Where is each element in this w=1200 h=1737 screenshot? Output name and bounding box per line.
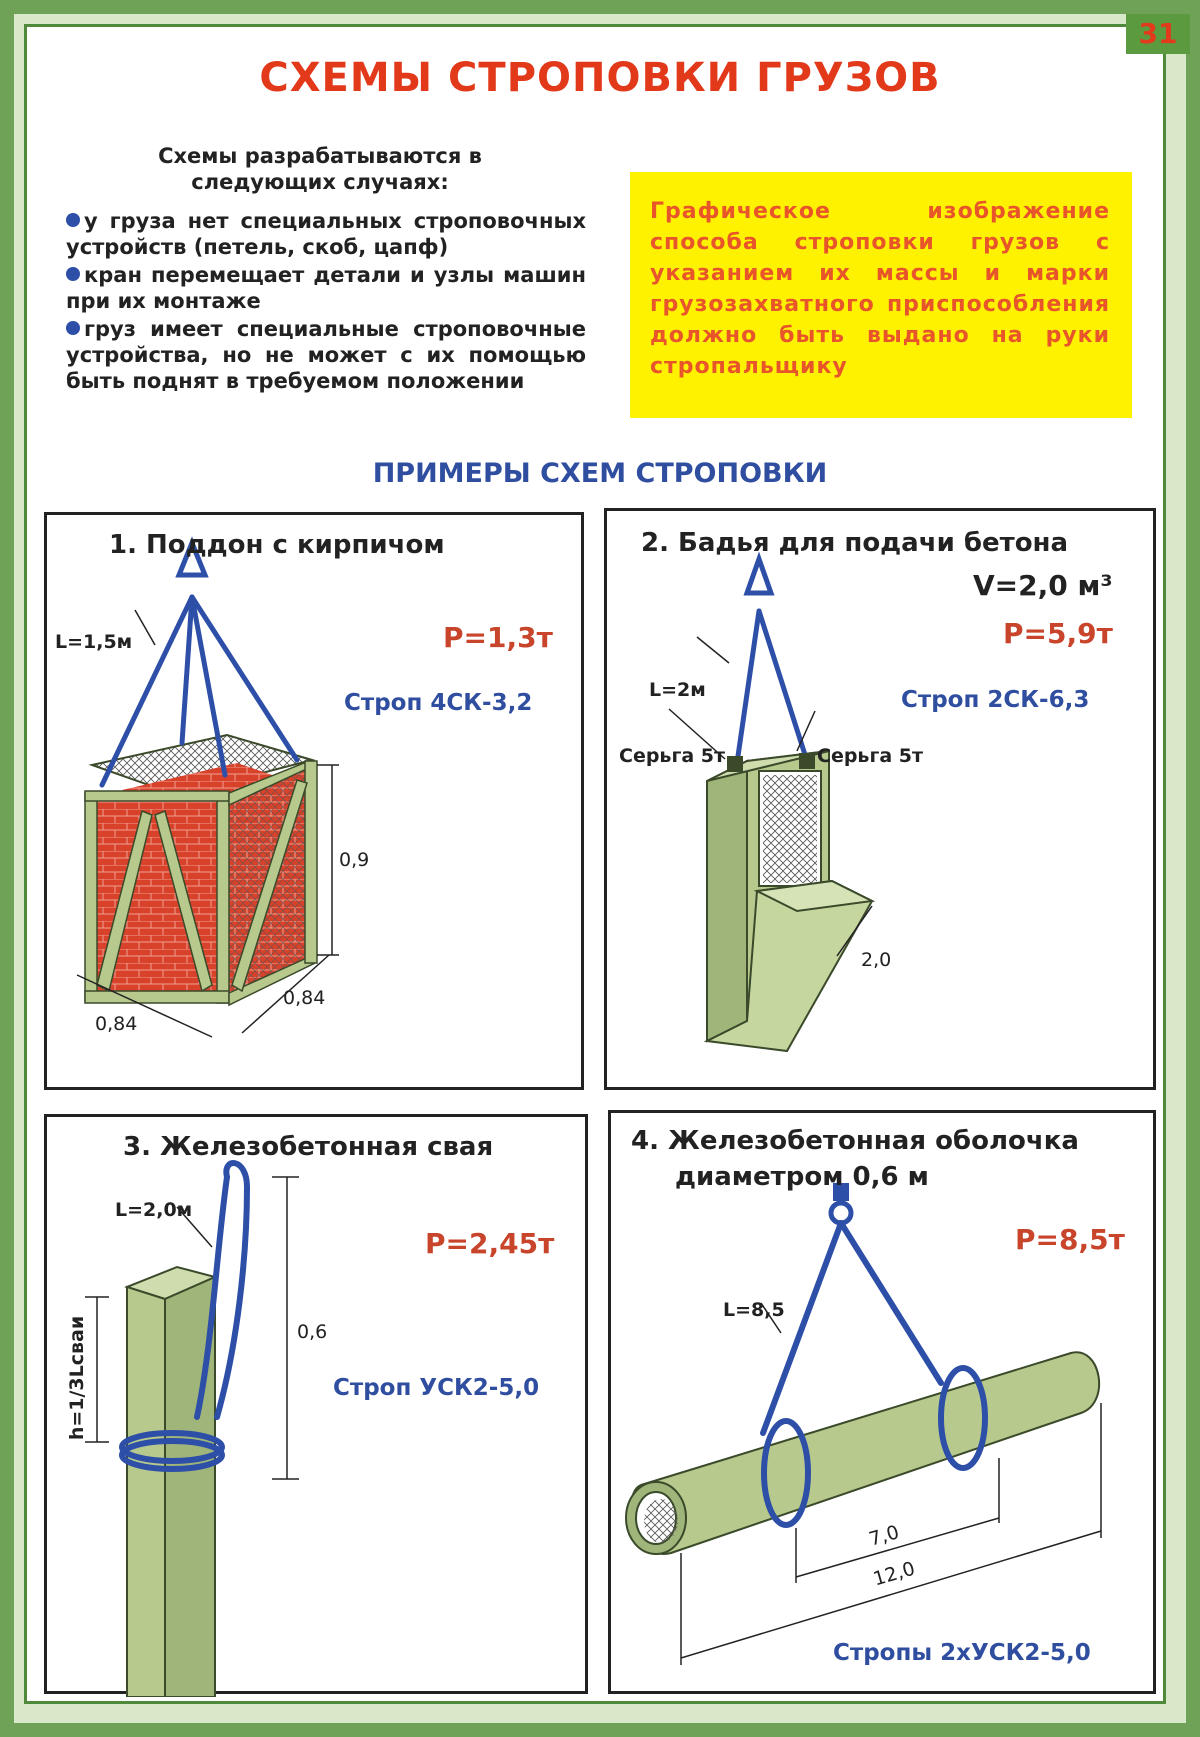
concrete-shell-illustration [611, 1113, 1159, 1697]
intro-bullets [66, 208, 586, 396]
panel-2-title: 2. Бадья для подачи бетона [641, 528, 1069, 558]
panel-4-mass: P=8,5т [1015, 1223, 1125, 1256]
panel-4-title [631, 1123, 1079, 1195]
panel-4-length: L=8,5 [723, 1299, 785, 1321]
panel-1-height: 0,9 [339, 849, 370, 871]
panel-1-sling: Строп 4СК-3,2 [344, 690, 533, 716]
note-box: Графическое изображение способа строповки грузов с указанием их массы и марки грузозахватного приспособления должно быть выдано на руки стропальщику [630, 172, 1132, 418]
panel-4-inner: 7,0 [866, 1521, 902, 1551]
panel-3-sling: Строп УСК2-5,0 [333, 1375, 540, 1401]
panel-concrete-shell [608, 1110, 1156, 1694]
panel-3-mass: P=2,45т [425, 1227, 555, 1260]
panel-concrete-bucket [604, 508, 1156, 1090]
intro-heading: Схемы разрабатываются в следующих случаях: [158, 144, 482, 194]
panel-2-length: L=2м [649, 679, 706, 701]
panel-4-sling: Стропы 2хУСК2-5,0 [833, 1640, 1091, 1666]
panel-1-width: 0,84 [95, 1013, 138, 1035]
panel-4-title-line2: диаметром 0,6 м [675, 1162, 929, 1192]
panel-4-outer: 12,0 [870, 1557, 918, 1591]
panel-1-mass: P=1,3т [443, 621, 553, 654]
panel-concrete-pile [44, 1114, 588, 1694]
panel-pallet-bricks [44, 512, 584, 1090]
bullet-dot-icon [66, 213, 80, 227]
panel-2-shackle-left: Серьга 5т [619, 745, 726, 767]
page-number: 31 [1126, 14, 1190, 54]
panel-4-title-line1: 4. Железобетонная оболочка [631, 1126, 1079, 1156]
panel-2-sling: Строп 2СК-6,3 [901, 687, 1090, 713]
section-title: ПРИМЕРЫ СХЕМ СТРОПОВКИ [372, 458, 828, 489]
panel-2-mass: P=5,9т [1003, 617, 1113, 650]
panel-2-shackle-right: Серьга 5т [817, 745, 924, 767]
poster-title: СХЕМЫ СТРОПОВКИ ГРУЗОВ [259, 55, 941, 101]
bullet-item: у груза нет специальных строповочных устройств (петель, скоб, цапф) [66, 209, 586, 259]
panel-1-length: L=1,5м [55, 631, 133, 653]
bullet-item: кран перемещает детали и узлы машин при их монтаже [66, 263, 586, 313]
panel-2-dim: 2,0 [861, 949, 892, 971]
panel-1-depth: 0,84 [283, 987, 326, 1009]
panel-3-title: 3. Железобетонная свая [123, 1132, 494, 1162]
panel-3-length: L=2,0м [115, 1199, 193, 1221]
panel-3-dim: 0,6 [297, 1321, 328, 1343]
bullet-dot-icon [66, 321, 80, 335]
panel-3-height: h=1/3Lсваи [66, 1315, 89, 1441]
panel-2-volume: V=2,0 м³ [973, 569, 1113, 602]
panel-1-title: 1. Поддон с кирпичом [109, 530, 445, 560]
bullet-dot-icon [66, 267, 80, 281]
bullet-item: груз имеет специальные строповочные устройства, но не может с их помощью быть поднят в требуемом положении [66, 317, 586, 393]
